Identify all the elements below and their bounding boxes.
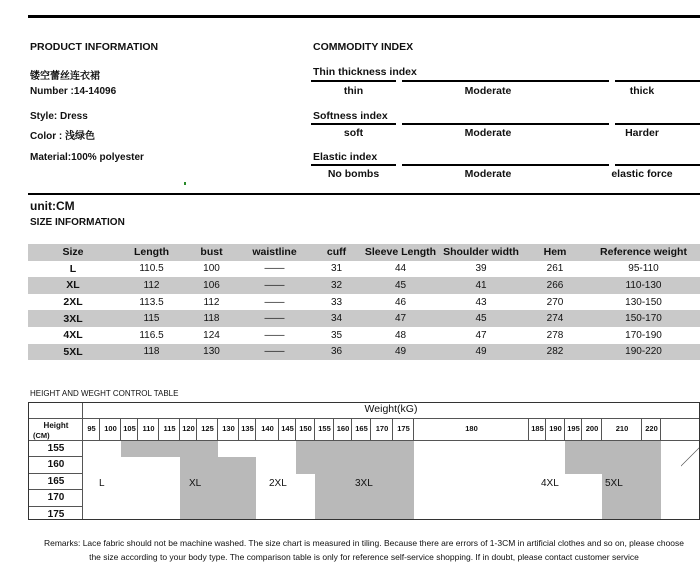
control-table-heading: HEIGHT AND WEGHT CONTROL TABLE: [30, 389, 179, 398]
size-row: [28, 327, 700, 344]
col-hem: Hem: [523, 244, 587, 261]
size-cell: 112: [118, 277, 185, 294]
weight-value: 130: [222, 424, 235, 433]
weight-value: 175: [397, 424, 410, 433]
height-value: 175: [47, 508, 65, 520]
size-cell: 106: [185, 277, 238, 294]
product-name: 镂空蕾丝连衣裙: [30, 71, 100, 82]
size-cell: 112: [203, 296, 220, 308]
size-cell: ——: [264, 296, 285, 308]
weight-value: 145: [281, 424, 294, 433]
weight-value: 110: [142, 424, 155, 433]
size-row: [28, 294, 700, 311]
size-cell: 190-220: [587, 344, 700, 361]
weight-value: 115: [163, 424, 176, 433]
size-cell: 47: [362, 310, 439, 327]
weight-value: 100: [104, 424, 117, 433]
weight-value: 160: [336, 424, 350, 433]
size-cell: 116.5: [139, 329, 164, 341]
col-waistline: waistline: [238, 244, 311, 261]
col-size: Size: [28, 244, 118, 261]
weight-value: 210: [615, 424, 629, 433]
thickness-moderate: Moderate: [464, 85, 512, 97]
weight-value: 190: [549, 424, 562, 433]
size-cell: 36: [311, 344, 362, 361]
grid-line: [29, 473, 83, 474]
size-cell: 5XL: [28, 344, 118, 361]
size-cell: XL: [28, 277, 118, 294]
size-cell: 46: [394, 296, 407, 308]
softness-harder: Harder: [625, 127, 659, 139]
size-cell: 110.5: [139, 263, 164, 275]
size-cell: 110-130: [587, 277, 700, 294]
grid-line: [29, 418, 699, 419]
size-cell: 100: [203, 263, 220, 275]
weight-value: 180: [465, 424, 478, 433]
size-cell: 34: [311, 310, 362, 327]
size-cell: 49: [362, 344, 439, 361]
weight-value: 220: [645, 424, 658, 433]
remarks-line-2: the size according to your body type. The comparison table is only for reference self-service shopping. If in doubt, please contact customer service: [89, 552, 639, 562]
grid-line: [29, 489, 83, 490]
size-zone-label: 4XL: [541, 477, 559, 489]
unit-label: unit:CM: [30, 199, 75, 213]
weight-value: 140: [261, 424, 274, 433]
size-cell: 33: [330, 296, 343, 308]
grid-line: [29, 506, 83, 507]
col-bust: bust: [185, 244, 238, 261]
weight-value: 195: [567, 424, 580, 433]
size-row: [28, 344, 700, 361]
remarks: [28, 536, 700, 564]
weight-value: 135: [241, 424, 254, 433]
size-table: [28, 244, 700, 360]
softness-index-title: Softness index: [313, 110, 388, 122]
weight-value: 165: [355, 424, 368, 433]
product-info-heading: PRODUCT INFORMATION: [30, 41, 159, 53]
size-region: [296, 441, 414, 474]
weight-value: 200: [585, 424, 599, 433]
elastic-index-bar: [311, 164, 700, 166]
size-cell: 130: [185, 344, 238, 361]
size-cell: 115: [118, 310, 185, 327]
size-cell: 41: [439, 277, 523, 294]
size-cell: 261: [546, 263, 564, 275]
size-cell: L: [69, 262, 77, 275]
top-divider: [28, 15, 700, 18]
size-row: [28, 310, 700, 327]
softness-soft: soft: [343, 127, 364, 139]
remarks-line-1: Remarks: Lace fabric should not be machine washed. The size chart is measured in tiling. Because there are errors of 1-3CM in artificial clothes and so on, please choose: [43, 538, 685, 548]
weight-value: 105: [123, 424, 136, 433]
weight-value: 185: [531, 424, 544, 433]
weight-value: 95: [87, 424, 96, 433]
col-sleeve-length: Sleeve Length: [362, 244, 439, 261]
size-cell: ——: [264, 263, 285, 275]
thickness-thin: thin: [343, 85, 364, 97]
size-cell: 130-150: [625, 296, 662, 308]
product-material: Material:100% polyester: [30, 152, 144, 163]
cm-label: (CM): [33, 431, 50, 440]
size-cell: 118: [185, 310, 238, 327]
weight-value: 155: [318, 424, 331, 433]
weight-value: 120: [182, 424, 195, 433]
size-cell: 274: [523, 310, 587, 327]
height-value: 155: [47, 443, 65, 454]
size-table-header: [28, 244, 700, 261]
section-divider: [28, 193, 700, 195]
thickness-index-title: Thin thickness index: [313, 66, 417, 78]
thickness-thick: thick: [629, 85, 655, 97]
size-cell: 44: [394, 263, 407, 275]
weight-value: 170: [375, 424, 389, 433]
size-info-heading: SIZE INFORMATION: [30, 217, 125, 228]
grid-line: [660, 419, 661, 441]
col-cuff: cuff: [311, 244, 362, 261]
size-cell: 282: [523, 344, 587, 361]
softness-index-bar: [311, 123, 700, 125]
size-cell: 45: [362, 277, 439, 294]
height-weight-control-table: [28, 402, 700, 520]
size-cell: 118: [118, 344, 185, 361]
size-cell: 2XL: [63, 296, 83, 309]
size-cell: 32: [311, 277, 362, 294]
elastic-index-title: Elastic index: [313, 151, 378, 163]
size-cell: 170-190: [625, 329, 662, 341]
size-zone-label: 5XL: [605, 477, 623, 489]
size-cell: 4XL: [63, 329, 83, 342]
elastic-moderate: Moderate: [464, 168, 512, 180]
size-cell: 31: [330, 263, 343, 275]
size-cell: ——: [238, 344, 311, 361]
weight-value: 125: [201, 424, 214, 433]
size-zone-label: XL: [189, 477, 202, 489]
size-cell: ——: [264, 329, 285, 341]
size-region: [565, 441, 661, 474]
size-cell: ——: [238, 310, 311, 327]
commodity-index-heading: COMMODITY INDEX: [313, 41, 414, 53]
size-cell: 3XL: [28, 310, 118, 327]
softness-moderate: Moderate: [464, 127, 512, 139]
height-value: 165: [47, 475, 65, 487]
diagonal-mark: [681, 443, 699, 471]
size-cell: 278: [546, 329, 564, 341]
weight-label: Weight(kG): [364, 403, 418, 415]
size-row: [28, 277, 700, 294]
height-value: 170: [47, 492, 65, 504]
size-cell: 270: [546, 296, 564, 308]
size-cell: 49: [439, 344, 523, 361]
height-label: Height: [43, 421, 69, 430]
product-style: Style: Dress: [30, 111, 88, 122]
col-length: Length: [118, 244, 185, 261]
weight-value: 150: [299, 424, 312, 433]
elastic-force: elastic force: [611, 168, 673, 180]
col-shoulder-width: Shoulder width: [439, 244, 523, 261]
size-cell: ——: [238, 277, 311, 294]
size-cell: 47: [475, 329, 487, 341]
size-cell: 95-110: [628, 263, 659, 275]
grid-line: [29, 456, 83, 457]
size-zone-label: 2XL: [269, 477, 287, 489]
size-cell: 124: [203, 329, 220, 341]
product-color: Color : 浅绿色: [30, 131, 95, 142]
size-cell: 35: [330, 329, 343, 341]
elastic-no-bombs: No bombs: [327, 168, 380, 180]
size-cell: 266: [523, 277, 587, 294]
thickness-index-bar: [311, 80, 700, 82]
size-zone-label: L: [99, 477, 105, 489]
size-cell: 150-170: [587, 310, 700, 327]
size-cell: 39: [475, 263, 487, 275]
marker-dot: [184, 182, 186, 185]
size-zone-label: 3XL: [355, 477, 373, 489]
size-cell: 48: [394, 329, 407, 341]
height-value: 160: [47, 459, 65, 471]
size-cell: 45: [439, 310, 523, 327]
product-number: Number :14-14096: [30, 86, 117, 97]
col-reference-weight: Reference weight: [587, 244, 700, 261]
size-cell: 113.5: [139, 296, 164, 308]
size-cell: 43: [475, 296, 487, 308]
size-row: [28, 261, 700, 278]
